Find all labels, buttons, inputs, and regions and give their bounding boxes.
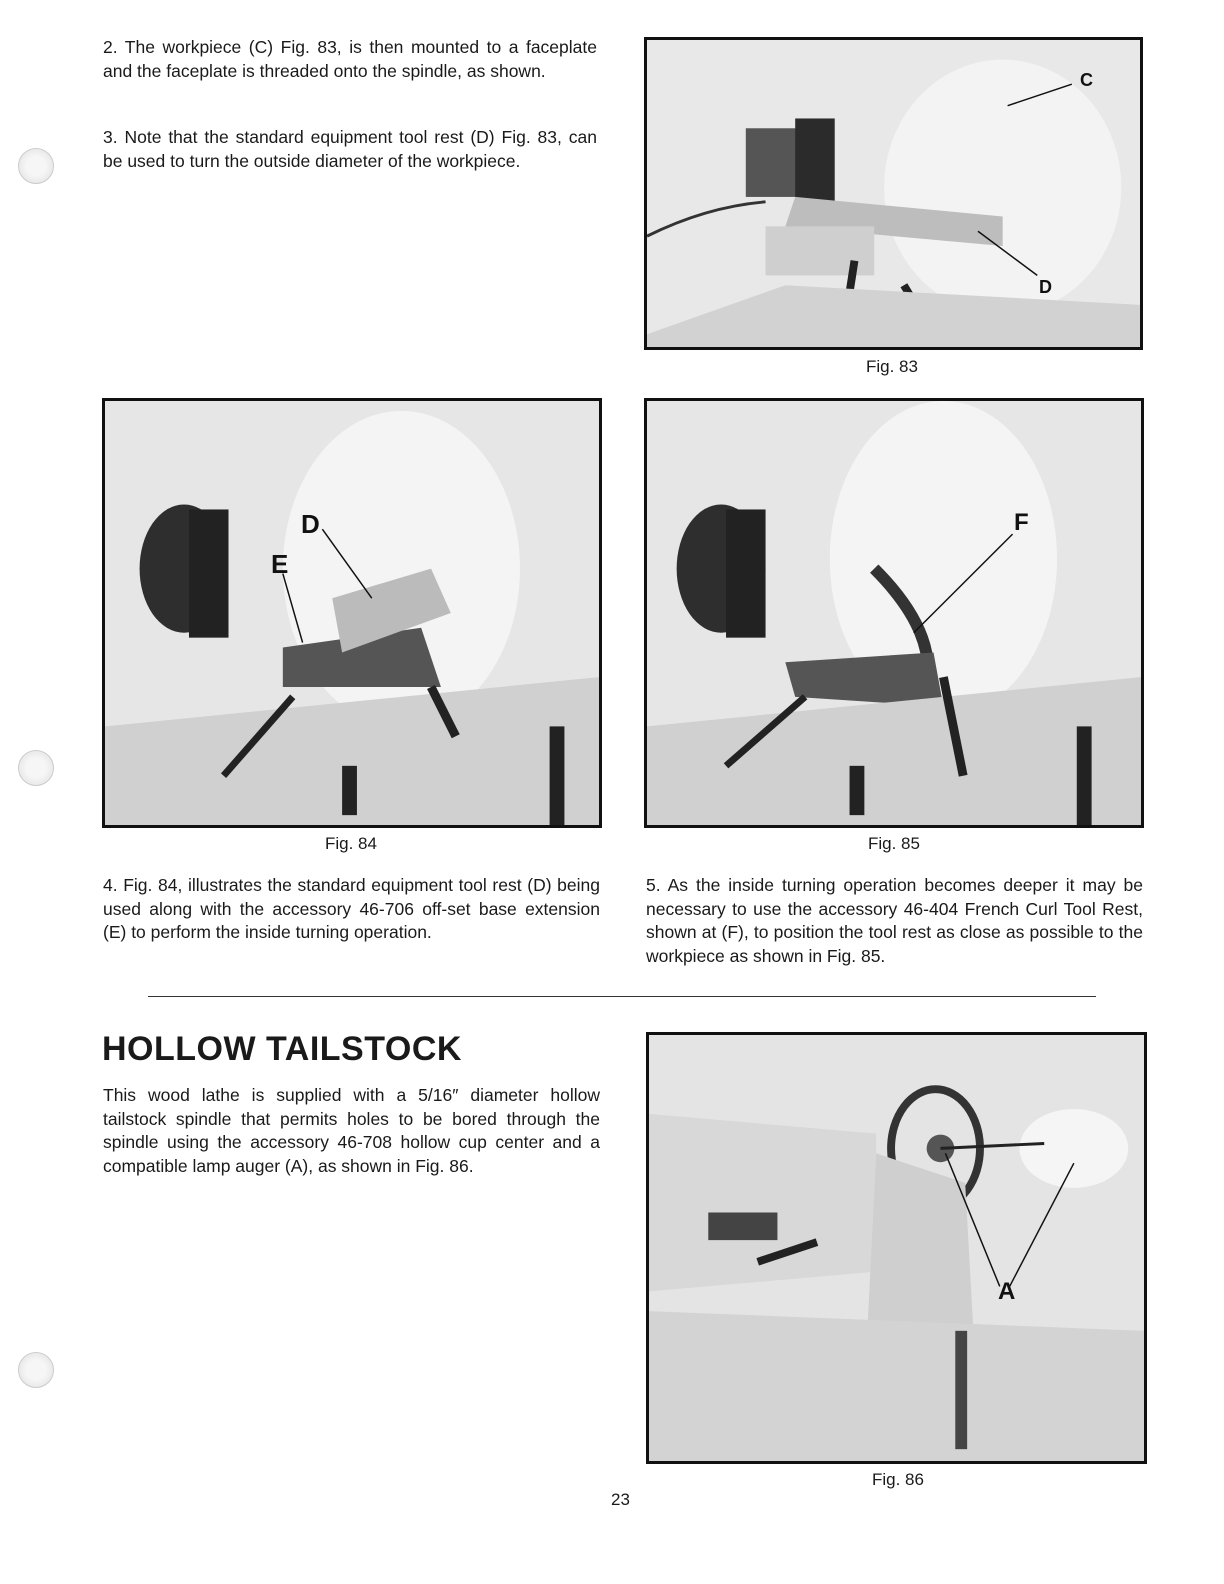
figure-85-caption: Fig. 85 [868, 834, 920, 853]
callout-d: D [301, 509, 320, 539]
paragraph-step-4: 4. Fig. 84, illustrates the standard equipment tool rest (D) being used along with the accessory 46-706 off-set base extension (E) to perform the inside turning operation. [103, 875, 600, 942]
paragraph-step-5: 5. As the inside turning operation becomes deeper it may be necessary to use the accessory 46-404 French Curl Tool Rest, shown at (F), to position the tool rest as close as possible to the workpiece as shown in Fig. 85. [646, 875, 1143, 966]
callout-e: E [271, 549, 289, 579]
paragraph-step-3: 3. Note that the standard equipment tool rest (D) Fig. 83, can be used to turn the outside diameter of the workpiece. [103, 127, 597, 171]
paragraph-hollow-tailstock: This wood lathe is supplied with a 5/16″ diameter hollow tailstock spindle that permits holes to be bored through the spindle using the accessory 46-708 hollow cup center and a compatible lamp auger (A), as shown in Fig. 86. [103, 1085, 600, 1176]
figure-84-photo [102, 398, 602, 828]
figure-83-caption: Fig. 83 [866, 357, 918, 376]
callout-a: A [998, 1278, 1016, 1305]
figure-86-photo [646, 1032, 1147, 1464]
page-number: 23 [611, 1490, 630, 1509]
callout-f: F [1014, 509, 1029, 536]
figure-84-caption: Fig. 84 [325, 834, 377, 853]
paragraph-step-2: 2. The workpiece (C) Fig. 83, is then mounted to a faceplate and the faceplate is threaded onto the spindle, as shown. [103, 37, 597, 81]
section-title: HOLLOW TAILSTOCK [102, 1030, 462, 1068]
figure-83-photo [644, 37, 1143, 350]
callout-d: D [1039, 277, 1052, 297]
binder-hole-middle [18, 750, 54, 786]
callout-c: C [1080, 70, 1093, 90]
binder-hole-top [18, 148, 54, 184]
figure-86-caption: Fig. 86 [872, 1470, 924, 1489]
binder-hole-bottom [18, 1352, 54, 1388]
section-divider [148, 996, 1096, 997]
figure-85-photo [644, 398, 1144, 828]
